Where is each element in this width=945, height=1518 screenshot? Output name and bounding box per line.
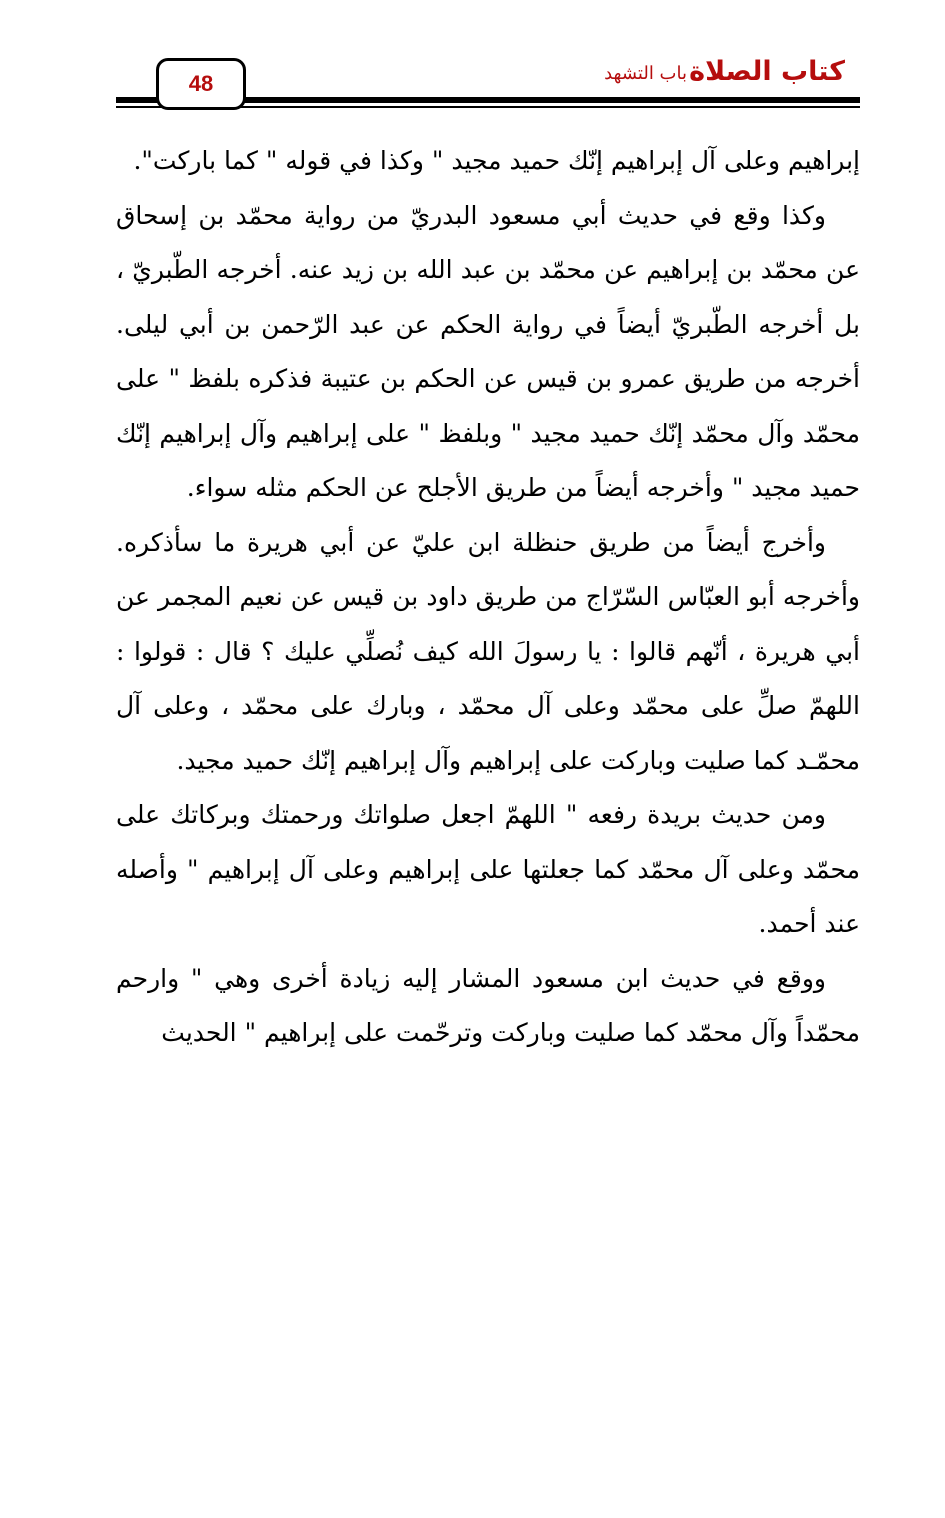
page-number: 48 — [156, 58, 246, 110]
paragraph-continuation: إبراهيم وعلى آل إبراهيم إنّك حميد مجيد " وكذا في قوله " كما باركت". — [133, 146, 860, 175]
page-header — [0, 0, 945, 120]
book-title: كتاب الصلاة — [689, 56, 845, 87]
paragraph: وأخرج أيضاً من طريق حنظلة ابن عليّ عن أبي هريرة ما سأذكره. وأخرجه أبو العبّاس السّرّاج من طريق داود بن قيس عن نعيم المجمر عن أبي هريرة ، أنّهم قالوا : يا رسولَ الله كيف نُصلِّي عليك ؟ قال : قولوا : اللهمّ صلِّ على محمّد وعلى آل محمّد ، وبارك على محمّد ، وعلى آل محمّـد كما صليت وباركت على إبراهيم وآل إبراهيم إنّك حميد مجيد. — [116, 527, 860, 775]
paragraph: ووقع في حديث ابن مسعود المشار إليه زيادة أخرى وهي " وارحم محمّداً وآل محمّد كما صليت وباركت وترحّمت على إبراهيم " الحديث — [116, 963, 860, 1047]
main-text — [116, 134, 860, 1061]
paragraph: وكذا وقع في حديث أبي مسعود البدريّ من رواية محمّد بن إسحاق عن محمّد بن إبراهيم عن محمّد بن عبد الله بن زيد عنه. أخرجه الطّبريّ ، بل أخرجه الطّبريّ أيضاً في رواية الحكم عن عبد الرّحمن بن أبي ليلى. أخرجه من طريق عمرو بن قيس عن الحكم بن عتيبة فذكره بلفظ " على محمّد وآل محمّد إنّك حميد مجيد " وبلفظ " على إبراهيم وآل إبراهيم إنّك حميد مجيد " وأخرجه أيضاً من طريق الأجلح عن الحكم مثله سواء. — [116, 200, 860, 502]
paragraph: ومن حديث بريدة رفعه " اللهمّ اجعل صلواتك ورحمتك وبركاتك على محمّد وعلى آل محمّد كما جعلتها على إبراهيم وعلى آل إبراهيم " وأصله عند أحمد. — [116, 800, 860, 938]
chapter-title: باب التشهد — [604, 63, 687, 84]
